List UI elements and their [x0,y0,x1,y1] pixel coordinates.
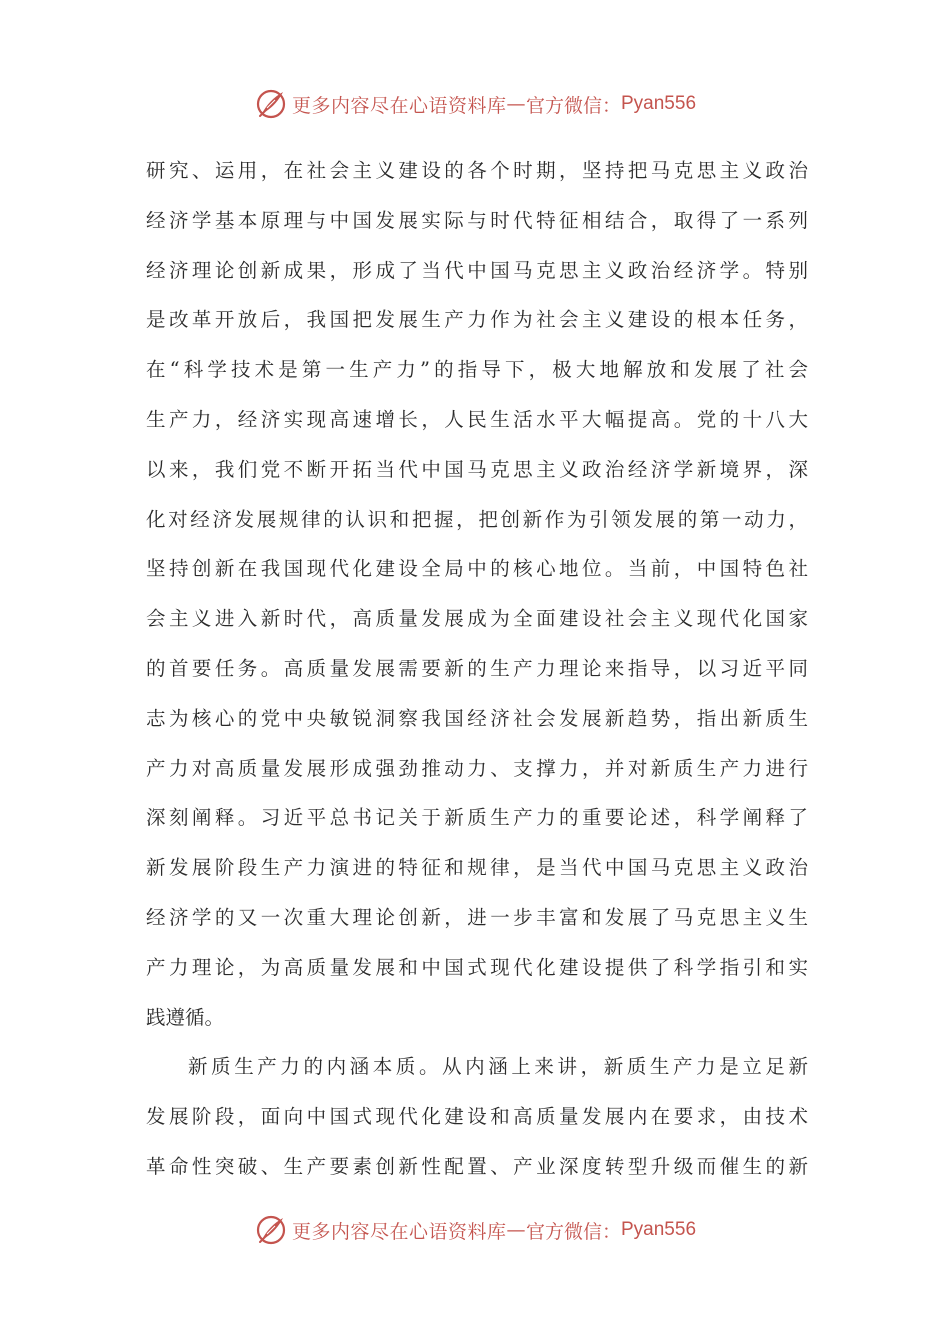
text-line: 在“科学技术是第一生产力”的指导下，极大地解放和发展了社会 [146,358,808,382]
banner-wechat-id: Pyan556 [621,93,697,114]
text-line: 化对经济发展规律的认识和把握，把创新作为引领发展的第一动力， [146,507,808,531]
text-line: 革命性突破、生产要素创新性配置、产业深度转型升级而催生的新 [146,1154,808,1178]
feather-pen-logo-icon [254,1213,288,1247]
feather-pen-logo-icon [254,87,288,121]
text-line: 深刻阐释。习近平总书记关于新质生产力的重要论述，科学阐释了 [146,806,808,830]
text-line: 会主义进入新时代，高质量发展成为全面建设社会主义现代化国家 [146,607,808,631]
text-line: 坚持创新在我国现代化建设全局中的核心地位。当前，中国特色社 [146,557,808,581]
document-body [146,146,808,1192]
banner-site-text: 更多内容尽在心语资料库 [291,1220,507,1243]
banner-site-text: 更多内容尽在心语资料库 [291,94,507,117]
text-line-paragraph-end: 践遵循。 [146,1005,225,1029]
banner-wechat-label: 官方微信： [525,94,621,117]
text-line: 经济学基本原理与中国发展实际与时代特征相结合，取得了一系列 [146,208,808,232]
banner-wechat-id: Pyan556 [621,1219,697,1240]
text-line: 志为核心的党中央敏锐洞察我国经济社会发展新趋势，指出新质生 [146,706,808,730]
text-line: 以来，我们党不断开拓当代中国马克思主义政治经济学新境界，深 [146,457,808,481]
banner-dash: — [506,1219,526,1241]
banner-dash: — [506,93,526,115]
text-line: 生产力，经济实现高速增长，人民生活水平大幅提高。党的十八大 [146,407,808,431]
text-line: 经济理论创新成果，形成了当代中国马克思主义政治经济学。特别 [146,258,808,282]
text-line: 发展阶段，面向中国式现代化建设和高质量发展内在要求，由技术 [146,1105,808,1129]
header-banner [0,84,950,124]
footer-banner [0,1210,950,1250]
banner-wechat-label: 官方微信： [525,1220,621,1243]
text-line: 研究、运用，在社会主义建设的各个时期，坚持把马克思主义政治 [146,159,808,182]
text-line-paragraph-start: 新质生产力的内涵本质。从内涵上来讲，新质生产力是立足新 [188,1055,808,1079]
text-line: 经济学的又一次重大理论创新，进一步丰富和发展了马克思主义生 [146,905,808,929]
text-line: 是改革开放后，我国把发展生产力作为社会主义建设的根本任务， [146,308,808,332]
text-line: 的首要任务。高质量发展需要新的生产力理论来指导，以习近平同 [146,656,808,680]
text-line: 新发展阶段生产力演进的特征和规律，是当代中国马克思主义政治 [146,856,808,880]
text-line: 产力理论，为高质量发展和中国式现代化建设提供了科学指引和实 [146,955,808,979]
text-line: 产力对高质量发展形成强劲推动力、支撑力，并对新质生产力进行 [146,756,808,780]
